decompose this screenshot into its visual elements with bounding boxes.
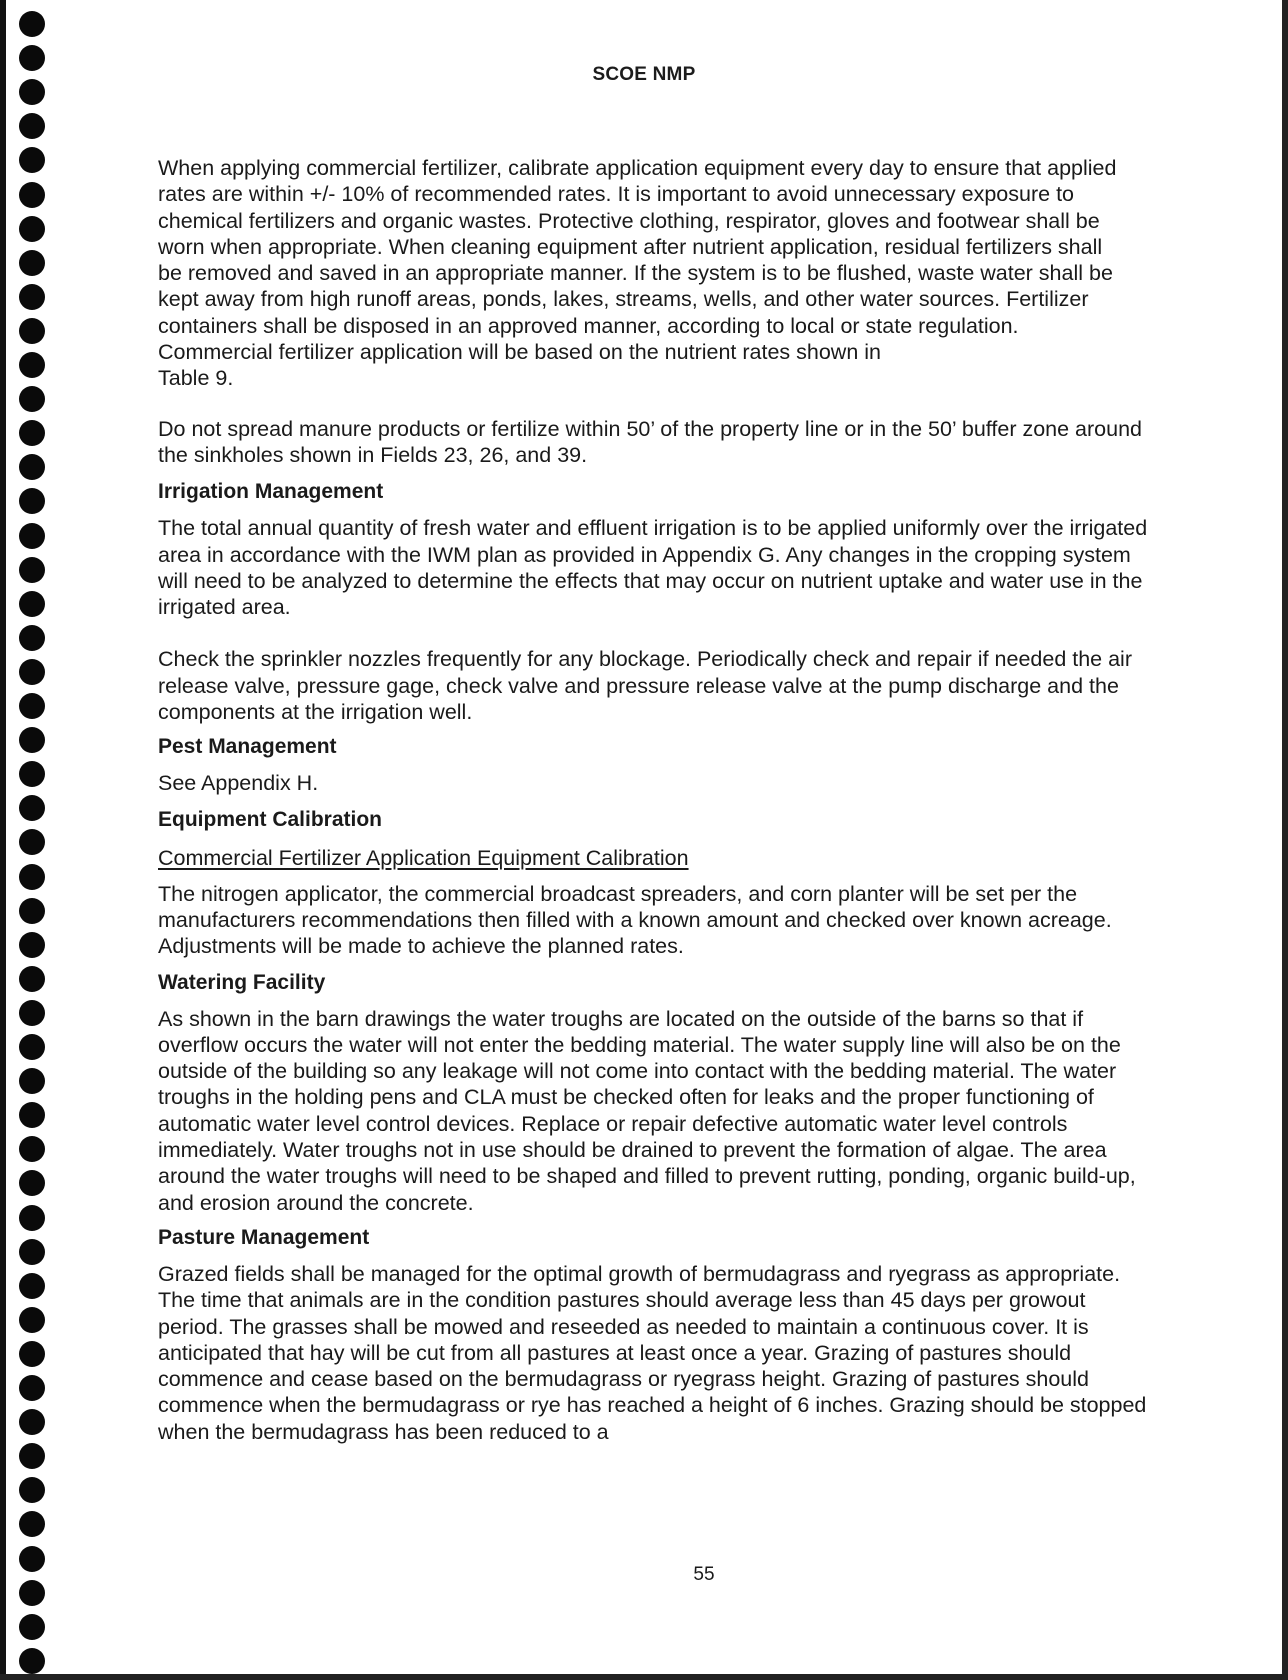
page-edge: [0, 1674, 1288, 1680]
binding-hole: [19, 864, 45, 890]
page-edge: [0, 0, 6, 1680]
binding-hole: [19, 1068, 45, 1094]
section-heading: Pest Management: [158, 735, 337, 759]
paragraph: Do not spread manure products or fertilize within 50’ of the property line or in the 50’ buffer zone around the sinkholes shown in Fields 23, 26, and 39.: [158, 416, 1142, 467]
page-edge: [1282, 0, 1288, 1680]
binding-hole: [19, 1375, 45, 1401]
page-number: 55: [693, 1564, 715, 1585]
binding-hole: [19, 1409, 45, 1435]
binding-hole: [19, 1477, 45, 1503]
binding-hole: [19, 591, 45, 617]
binding-hole: [19, 523, 45, 549]
binding-hole: [19, 1648, 45, 1674]
binding-hole: [19, 216, 45, 242]
binding-hole: [19, 1102, 45, 1128]
binding-hole: [19, 250, 45, 276]
binding-hole: [19, 488, 45, 514]
paragraph: As shown in the barn drawings the water troughs are located on the outside of the barns so that if overflow occurs the water will not enter the bedding material. The water supply line will also be on the outside of the building so any leakage will not come into contact with the bedding material. The water troughs in the holding pens and CLA must be checked often for leaks and the proper functioning of automatic water level control devices. Replace or repair defective automatic water level controls immediately. Water troughs not in use should be drained to prevent the formation of algae. The area around the water troughs will need to be shaped and filled to prevent rutting, ponding, organic build-up, and erosion around the concrete.: [158, 1006, 1136, 1215]
binding-hole: [19, 1239, 45, 1265]
binding-hole: [19, 1511, 45, 1537]
binding-hole: [19, 1307, 45, 1333]
section-heading: Irrigation Management: [158, 480, 384, 504]
paragraph: The nitrogen applicator, the commercial broadcast spreaders, and corn planter will be set per the manufacturers recommendations then filled with a known amount and checked over known acreage. Adjustments will be made to achieve the planned rates.: [158, 881, 1112, 959]
binding-hole: [19, 693, 45, 719]
binding-hole: [19, 761, 45, 787]
binding-hole: [19, 11, 45, 37]
binding-hole: [19, 318, 45, 344]
binding-hole: [19, 1273, 45, 1299]
binding-hole: [19, 898, 45, 924]
section-heading: Pasture Management: [158, 1225, 370, 1249]
subsection-heading: Commercial Fertilizer Application Equipment Calibration: [158, 845, 689, 870]
binding-hole: [19, 727, 45, 753]
binding-hole: [19, 454, 45, 480]
binding-hole: [19, 829, 45, 855]
binding-hole: [19, 1000, 45, 1026]
binding-hole: [19, 1170, 45, 1196]
binding-hole: [19, 182, 45, 208]
paragraph: Check the sprinkler nozzles frequently for any blockage. Periodically check and repair if needed the air release valve, pressure gage, check valve and pressure release valve at the pump discharge and the components at the irrigation well.: [158, 647, 1132, 725]
binding-hole: [19, 420, 45, 446]
binding-hole: [19, 113, 45, 139]
binding-hole: [19, 386, 45, 412]
paragraph: The total annual quantity of fresh water and effluent irrigation is to be applied uniformly over the irrigated area in accordance with the IWM plan as provided in Appendix G. Any changes in the cropping system will need to be analyzed to determine the effects that may occur on nutrient uptake and water use in the irrigated area.: [158, 516, 1148, 620]
section-heading: Equipment Calibration: [158, 807, 383, 831]
binding-hole: [19, 1443, 45, 1469]
binding-hole: [19, 1205, 45, 1231]
table-reference: Table 9.: [158, 366, 234, 391]
binding-hole: [19, 1341, 45, 1367]
binding-hole: [19, 795, 45, 821]
document-header: SCOE NMP: [592, 64, 696, 85]
spiral-binding: [17, 6, 47, 1674]
binding-hole: [19, 147, 45, 173]
paragraph: When applying commercial fertilizer, calibrate application equipment every day to ensure that applied rates are within +/- 10% of recommended rates. It is important to avoid unnecessary exposure to chemical fertilizers and organic wastes. Protective clothing, respirator, gloves and footwear shall be worn when appropriate. When cleaning equipment after nutrient application, residual fertilizers shall be removed and saved in an appropriate manner. If the system is to be flushed, waste water shall be kept away from high runoff areas, ponds, lakes, streams, wells, and other water sources. Fertilizer containers shall be disposed in an approved manner, according to local or state regulation. Commercial fertilizer application will be based on the nutrient rates shown in: [158, 156, 1117, 365]
binding-hole: [19, 1136, 45, 1162]
binding-hole: [19, 932, 45, 958]
page-body: [158, 155, 1148, 1445]
section-heading: Watering Facility: [158, 970, 326, 994]
binding-hole: [19, 966, 45, 992]
paragraph: See Appendix H.: [158, 771, 319, 796]
binding-hole: [19, 284, 45, 310]
binding-hole: [19, 625, 45, 651]
binding-hole: [19, 352, 45, 378]
binding-hole: [19, 659, 45, 685]
binding-hole: [19, 1034, 45, 1060]
binding-hole: [19, 557, 45, 583]
binding-hole: [19, 1614, 45, 1640]
paragraph: Grazed fields shall be managed for the optimal growth of bermudagrass and ryegrass as appropriate. The time that animals are in the condition pastures should average less than 45 days per growout period. The grasses shall be mowed and reseeded as needed to maintain a continuous cover. It is anticipated that hay will be cut from all pastures at least once a year. Grazing of pastures should commence and cease based on the bermudagrass or ryegrass height. Grazing of pastures should commence when the bermudagrass or rye has reached a height of 6 inches. Grazing should be stopped when the bermudagrass has been reduced to a: [158, 1261, 1147, 1444]
